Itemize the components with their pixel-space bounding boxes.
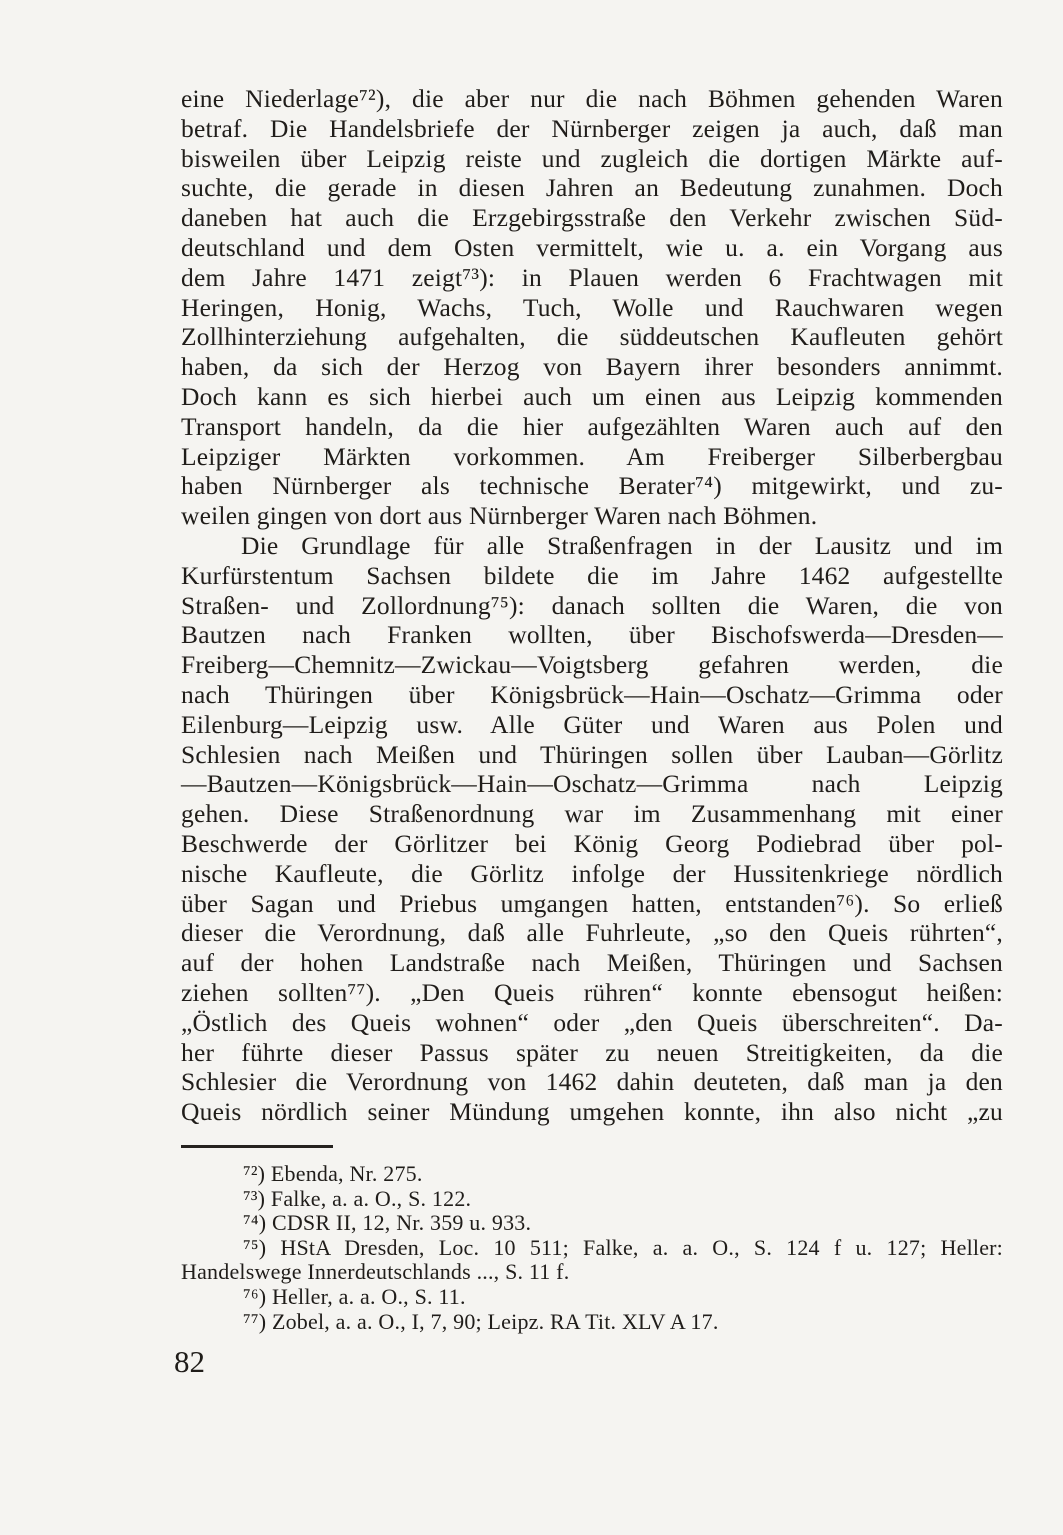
footnote-separator: [181, 1145, 333, 1148]
body-text-line: Heringen, Honig, Wachs, Tuch, Wolle und Rauchwaren wegen: [181, 292, 1003, 322]
body-text-line: Die Grundlage für alle Straßenfragen in der Lausitz und im: [241, 530, 1003, 560]
body-text-line: bisweilen über Leipzig reiste und zugleich die dortigen Märkte auf-: [181, 143, 1003, 173]
body-text-line: haben Nürnberger als technische Berater⁷⁴) mitgewirkt, und zu-: [181, 471, 1003, 501]
footnote-line: ⁷⁶) Heller, a. a. O., S. 11.: [243, 1283, 466, 1309]
footnote-line: ⁷⁷) Zobel, a. a. O., I, 7, 90; Leipz. RA Tit. XLV A 17.: [243, 1308, 719, 1334]
footnote-line: ⁷⁵) HStA Dresden, Loc. 10 511; Falke, a. a. O., S. 124 f u. 127; Heller:: [243, 1234, 1003, 1260]
body-text-line: deutschland und dem Osten vermittelt, wie u. a. ein Vorgang aus: [181, 232, 1003, 262]
footnote-line: ⁷³) Falke, a. a. O., S. 122.: [243, 1185, 472, 1211]
body-text-line: Leipziger Märkten vorkommen. Am Freiberger Silberbergbau: [181, 441, 1003, 471]
body-text-line: ziehen sollten⁷⁷). „Den Queis rühren“ konnte ebensogut heißen:: [181, 977, 1003, 1007]
body-text-line: eine Niederlage⁷²), die aber nur die nach Böhmen gehenden Waren: [181, 84, 1003, 113]
body-text-line: Kurfürstentum Sachsen bildete die im Jahre 1462 aufgestellte: [181, 560, 1003, 590]
body-text-line: nische Kaufleute, die Görlitz infolge der Hussitenkriege nördlich: [181, 858, 1003, 888]
body-text-line: Schlesier die Verordnung von 1462 dahin deuteten, daß man ja den: [181, 1067, 1003, 1097]
body-text-line: Bautzen nach Franken wollten, über Bischofswerda—Dresden—: [181, 620, 1003, 650]
body-text-line: haben, da sich der Herzog von Bayern ihrer besonders annimmt.: [181, 352, 1003, 382]
body-text-line: weilen gingen von dort aus Nürnberger Waren nach Böhmen.: [181, 501, 818, 531]
footnote-line: ⁷⁴) CDSR II, 12, Nr. 359 u. 933.: [243, 1210, 532, 1236]
page-number: 82: [174, 1344, 205, 1379]
body-text-line: Queis nördlich seiner Mündung umgehen konnte, ihn also nicht „zu: [181, 1097, 1003, 1127]
body-text-line: suchte, die gerade in diesen Jahren an Bedeutung zunahmen. Doch: [181, 173, 1003, 203]
body-text-line: —Bautzen—Königsbrück—Hain—Oschatz—Grimma nach Leipzig: [181, 769, 1003, 799]
body-text-line: Eilenburg—Leipzig usw. Alle Güter und Waren aus Polen und: [181, 709, 1003, 739]
body-text-line: Beschwerde der Görlitzer bei König Georg Podiebrad über pol-: [181, 828, 1003, 858]
body-text-line: Freiberg—Chemnitz—Zwickau—Voigtsberg gefahren werden, die: [181, 650, 1003, 680]
body-text-line: über Sagan und Priebus umgangen hatten, entstanden⁷⁶). So erließ: [181, 888, 1003, 918]
body-text-line: betraf. Die Handelsbriefe der Nürnberger zeigen ja auch, daß man: [181, 113, 1003, 143]
body-text-line: auf der hohen Landstraße nach Meißen, Thüringen und Sachsen: [181, 948, 1003, 978]
body-text-line: gehen. Diese Straßenordnung war im Zusammenhang mit einer: [181, 799, 1003, 829]
body-text-line: Straßen- und Zollordnung⁷⁵): danach sollten die Waren, die von: [181, 590, 1003, 620]
body-text-line: her führte dieser Passus später zu neuen Streitigkeiten, da die: [181, 1037, 1003, 1067]
body-text-line: dieser die Verordnung, daß alle Fuhrleute, „so den Queis rührten“,: [181, 918, 1003, 948]
body-text-line: Schlesien nach Meißen und Thüringen sollen über Lauban—Görlitz: [181, 739, 1003, 769]
body-text-line: Zollhinterziehung aufgehalten, die süddeutschen Kaufleuten gehört: [181, 322, 1003, 352]
body-text-line: Doch kann es sich hierbei auch um einen aus Leipzig kommenden: [181, 381, 1003, 411]
footnotes: [181, 1162, 1003, 1334]
body-text-line: „Östlich des Queis wohnen“ oder „den Queis überschreiten“. Da-: [181, 1007, 1003, 1037]
body-text-line: nach Thüringen über Königsbrück—Hain—Oschatz—Grimma oder: [181, 679, 1003, 709]
footnote-line: Handelswege Innerdeutschlands ..., S. 11 f.: [181, 1259, 570, 1285]
body-text-line: daneben hat auch die Erzgebirgsstraße den Verkehr zwischen Süd-: [181, 203, 1003, 233]
body-text-line: Transport handeln, da die hier aufgezählten Waren auch auf den: [181, 411, 1003, 441]
body-text: [181, 84, 1003, 1127]
footnote-line: ⁷²) Ebenda, Nr. 275.: [243, 1161, 423, 1186]
body-text-line: dem Jahre 1471 zeigt⁷³): in Plauen werden 6 Frachtwagen mit: [181, 262, 1003, 292]
